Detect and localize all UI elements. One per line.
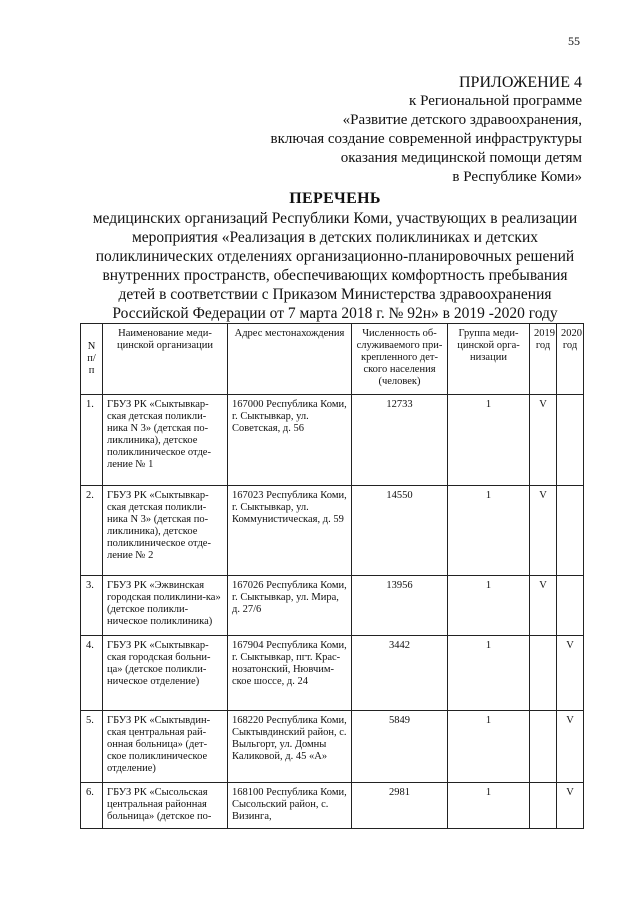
cell-population: 13956 (352, 576, 448, 636)
cell-name: ГБУЗ РК «Сысольская центральная районная больница» (детское по- (103, 783, 228, 829)
description-line: мероприятия «Реализация в детских поликлиниках и детских (131, 229, 539, 246)
cell-2020: V (557, 711, 584, 783)
table-row (81, 636, 584, 711)
header-2020: 2020 год (557, 324, 584, 395)
cell-2020 (557, 486, 584, 576)
cell-num: 5. (81, 711, 103, 783)
cell-name: ГБУЗ РК «Эжвинская городская поликлини-ка» (детское поликли-ническое поликлиника) (103, 576, 228, 636)
document-description (80, 209, 590, 323)
cell-group: 1 (448, 783, 530, 829)
cell-population: 2981 (352, 783, 448, 829)
cell-address: 167026 Республика Коми, г. Сыктывкар, ул. Мира, д. 27/6 (228, 576, 352, 636)
cell-num: 2. (81, 486, 103, 576)
cell-address: 167023 Республика Коми, г. Сыктывкар, ул. Коммунистическая, д. 59 (228, 486, 352, 576)
cell-group: 1 (448, 636, 530, 711)
header-address: Адрес местонахождения (228, 324, 352, 395)
organizations-table (80, 323, 584, 829)
cell-2019: V (530, 486, 557, 576)
appendix-title: ПРИЛОЖЕНИЕ 4 (458, 74, 582, 91)
cell-address: 167904 Республика Коми, г. Сыктывкар, пгт. Крас-нозатонский, Нювчим-ское шоссе, д. 24 (228, 636, 352, 711)
appendix-block (271, 73, 582, 187)
description-line: внутренних пространств, обеспечивающих комфортность пребывания (102, 267, 568, 284)
description-line: медицинских организаций Республики Коми, участвующих в реализации (92, 210, 578, 227)
table-row (81, 486, 584, 576)
cell-2019: V (530, 395, 557, 486)
cell-2019 (530, 711, 557, 783)
cell-2019: V (530, 576, 557, 636)
cell-population: 12733 (352, 395, 448, 486)
cell-2019 (530, 783, 557, 829)
cell-group: 1 (448, 576, 530, 636)
cell-address: 167000 Республика Коми, г. Сыктывкар, ул. Советская, д. 56 (228, 395, 352, 486)
appendix-line: «Развитие детского здравоохранения, (342, 112, 582, 128)
cell-2020 (557, 395, 584, 486)
document-title: ПЕРЕЧЕНЬ (289, 190, 381, 207)
description-line: Российской Федерации от 7 марта 2018 г. № 92н» в 2019 -2020 году (112, 305, 558, 322)
cell-2020 (557, 576, 584, 636)
cell-name: ГБУЗ РК «Сыктывкар-ская детская поликли-ника N 3» (детская по-ликлиника), детское поликлиническое отде-ление № 2 (103, 486, 228, 576)
page-number: 55 (568, 34, 580, 48)
cell-num: 3. (81, 576, 103, 636)
cell-name: ГБУЗ РК «Сыктывкар-ская городская больни-ца» (детское поликли-ническое отделение) (103, 636, 228, 711)
header-name: Наименование меди-цинской организации (103, 324, 228, 395)
table-row (81, 395, 584, 486)
table-row (81, 576, 584, 636)
cell-population: 14550 (352, 486, 448, 576)
description-line: поликлинических отделениях организационно-планировочных решений (95, 248, 575, 265)
cell-group: 1 (448, 711, 530, 783)
cell-group: 1 (448, 395, 530, 486)
cell-num: 4. (81, 636, 103, 711)
header-2019: 2019 год (530, 324, 557, 395)
appendix-line: оказания медицинской помощи детям (340, 150, 582, 166)
table-row (81, 783, 584, 829)
header-population: Численность об-служиваемого при-крепленного дет-ского населения (человек) (352, 324, 448, 395)
cell-population: 3442 (352, 636, 448, 711)
cell-address: 168100 Республика Коми, Сысольский район, с. Визинга, (228, 783, 352, 829)
document-heading (80, 190, 590, 323)
header-group: Группа меди-цинской орга-низации (448, 324, 530, 395)
cell-2019 (530, 636, 557, 711)
appendix-line: включая создание современной инфраструктуры (270, 131, 582, 147)
cell-address: 168220 Республика Коми, Сыктывдинский район, с. Выльгорт, ул. Домны Каликовой, д. 45 «А» (228, 711, 352, 783)
cell-num: 6. (81, 783, 103, 829)
cell-num: 1. (81, 395, 103, 486)
cell-population: 5849 (352, 711, 448, 783)
cell-name: ГБУЗ РК «Сыктывдин-ская центральная рай-онная больница» (дет-ское поликлиническое отделение) (103, 711, 228, 783)
cell-2020: V (557, 636, 584, 711)
cell-name: ГБУЗ РК «Сыктывкар-ская детская поликли-ника N 3» (детская по-ликлиника), детское поликлиническое отде-ление № 1 (103, 395, 228, 486)
table-row (81, 711, 584, 783)
cell-group: 1 (448, 486, 530, 576)
cell-2020: V (557, 783, 584, 829)
table-header-row (81, 324, 584, 395)
appendix-line: в Республике Коми» (452, 169, 582, 185)
appendix-line: к Региональной программе (409, 93, 582, 109)
header-num: N п/п (81, 324, 103, 395)
description-line: детей в соответствии с Приказом Министерства здравоохранения (118, 286, 552, 303)
